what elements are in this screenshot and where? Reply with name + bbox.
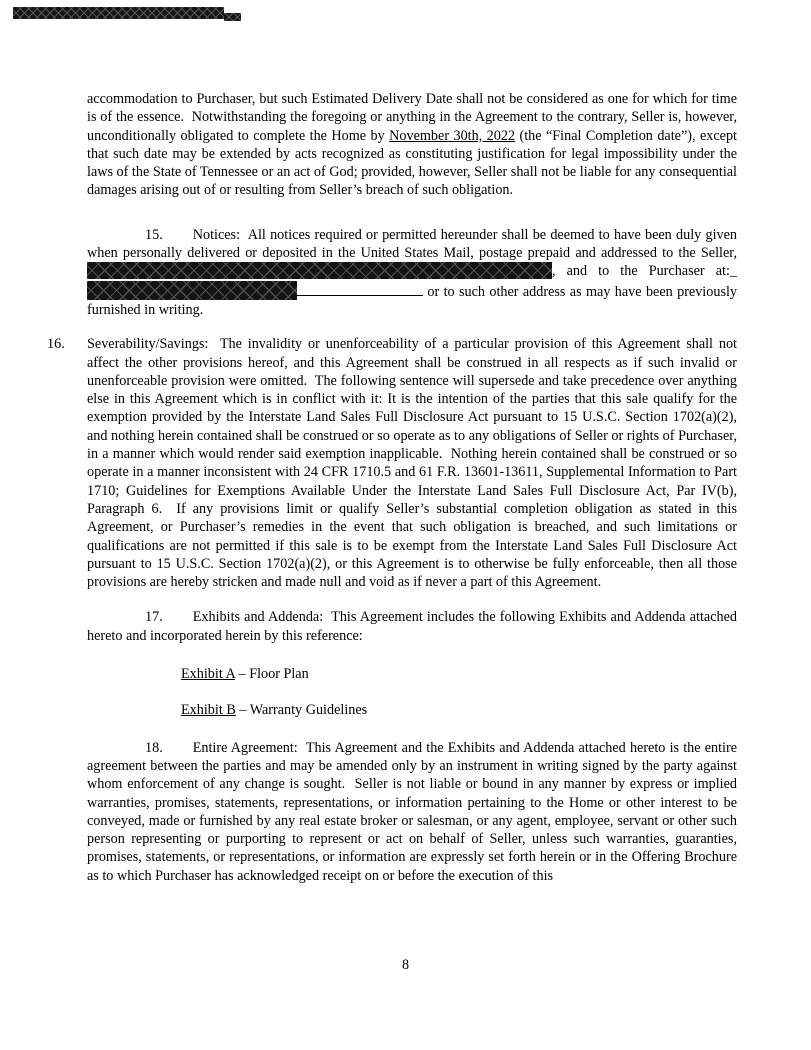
- paragraph-17-exhibits: [87, 608, 737, 645]
- text-run: , and to the Purchaser at:_: [552, 263, 737, 280]
- redaction-block: [87, 281, 297, 300]
- blank-underline: [297, 293, 423, 296]
- text-run: Severability/Savings: The invalidity or unenforceability of a particular provision of this Agreement shall not affect the other provisions hereof, and this Agreement shall be construed in all respects as if such invalid or unenforceable provision were omitted. The following sentence will supersede and take precedence over anything else in this Agreement which is in conflict with it: It is the intention of the parties that this sale qualify for the exemption provided by the Interstate Land Sales Full Disclosure Act pursuant to 15 U.S.C. Section 1702(a)(2), and nothing herein contained shall be construed or so operate as to any obligations of Seller or rights of Purchaser, in a manner which would render said exemption inapplicable. Nothing herein contained shall be construed or so operate in a manner inconsistent with 24 CFR 1710.5 and 61 F.R. 13601-13611, Supplemental Information to Part 1710; Guidelines for Exemptions Available Under the Interstate Land Sales Full Disclosure Act, Par IV(b), Paragraph 6. If any provisions limit or qualify Seller’s substantial completion obligation as stated in this Agreement, or Purchaser’s remedies in the event that such obligation is breached, and such limitations or qualifications are not permitted if this sale is to be exempt from the Interstate Land Sales Full Disclosure Act pursuant to 15 U.S.C. Section 1702(a)(2), or this Agreement is to otherwise be fully enforceable, then all those provisions are hereby stricken and made null and void as if never a part of this Agreement.: [87, 336, 737, 591]
- text-run: 17.: [145, 609, 163, 626]
- text-run: November 30th, 2022: [389, 127, 516, 144]
- text-run: 18.: [145, 739, 163, 756]
- exhibit-b-line: [181, 701, 737, 719]
- paragraph-16-number: 16.: [47, 336, 65, 353]
- paragraph-14-continuation: [87, 90, 737, 200]
- text-run: – Floor Plan: [235, 666, 309, 683]
- redaction-bar-top: [13, 7, 224, 19]
- redaction-block: [87, 262, 552, 279]
- exhibit-a-line: [181, 665, 737, 683]
- text-run: 15.: [145, 226, 163, 243]
- text-run: or to such other address as may have been previously furnished in writing.: [87, 283, 737, 318]
- text-run: Entire Agreement: This Agreement and the Exhibits and Addenda attached hereto is the entire agreement between the parties and may be amended only by an instrument in writing signed by the party against whom enforcement of any change is sought. Seller is not liable or bound in any manner by express or implied warranties, promises, statements, representations, or information pertaining to the Home or other interest to be conveyed, made or furnished by any real estate broker or salesman, or any agent, employee, servant or other such person representing or purporting to represent or act on behalf of Seller, unless such warranties, guaranties, promises, statements, or representations, or information are expressly set forth herein or in the Offering Brochure as to which Purchaser has acknowledged receipt on or before the execution of this: [87, 739, 737, 884]
- paragraph-18-entire-agreement: [87, 739, 737, 885]
- page-number: 8: [401, 957, 410, 973]
- redaction-bar-top-tab: [224, 13, 241, 21]
- paragraph-16-severability: [47, 335, 737, 591]
- text-run: – Warranty Guidelines: [235, 702, 368, 719]
- text-run: (the “Final Completion date”), except that such date may be extended by acts recognized as constituting justification for legal impossibility under the laws of the State of Tennessee or an act of God; provided, however, Seller shall not be liable for any consequential damages arising out of or resulting from Seller’s breach of such obligation.: [87, 127, 737, 199]
- text-run: Notices: All notices required or permitted hereunder shall be deemed to have been duly given when personally delivered or deposited in the United States Mail, postage prepaid and addressed to the Seller,: [87, 226, 737, 262]
- text-run: Exhibit B: [181, 702, 236, 719]
- text-run: accommodation to Purchaser, but such Estimated Delivery Date shall not be considered as one for which for time is of the essence. Notwithstanding the foregoing or anything in the Agreement to the contrary, Seller is, however, unconditionally obligated to complete the Home by: [87, 91, 737, 144]
- document-body: [47, 90, 737, 885]
- paragraph-15-notices: [87, 226, 737, 319]
- text-run: Exhibit A: [181, 666, 235, 683]
- text-run: Exhibits and Addenda: This Agreement includes the following Exhibits and Addenda attached hereto and incorporated herein by this reference:: [87, 609, 737, 644]
- paragraph-16-text: [87, 336, 737, 590]
